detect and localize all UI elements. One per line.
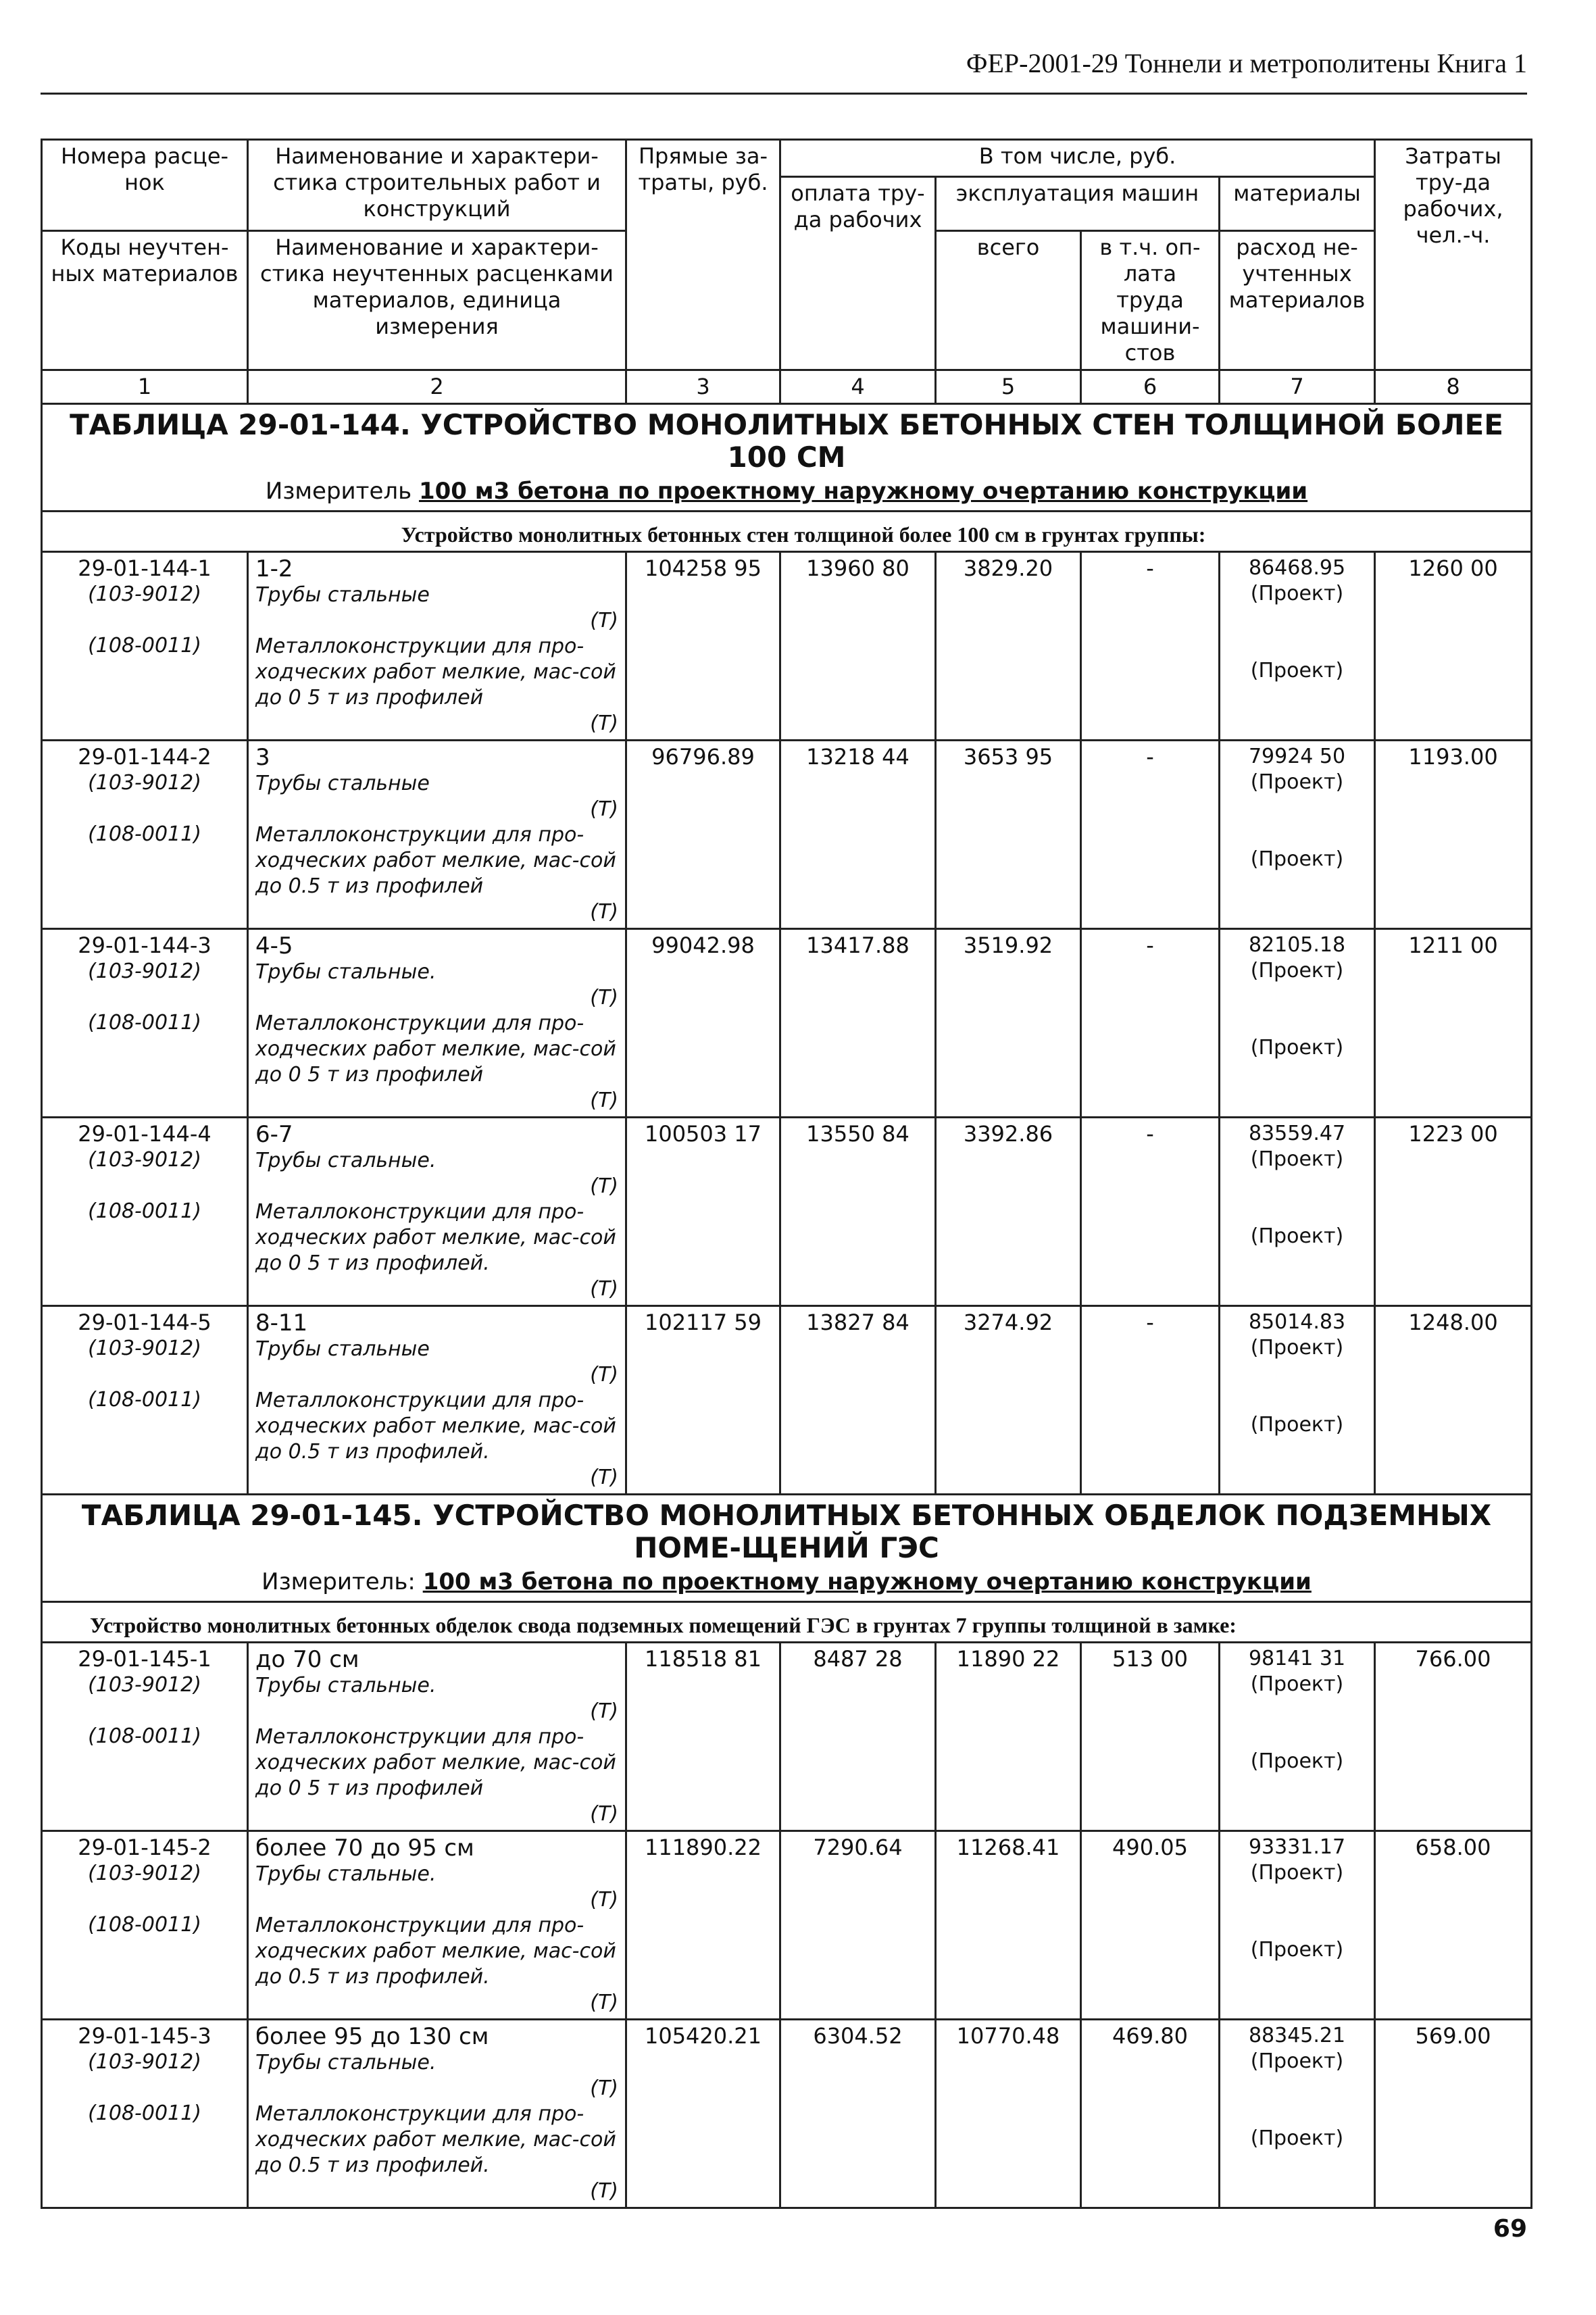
rate-code-cell xyxy=(42,1831,248,2020)
project-label: (Проект) xyxy=(1250,1861,1344,1885)
col-labor-header: Затраты тру-да рабочих, чел.-ч. xyxy=(1375,140,1532,370)
materials-value: 86468.95 xyxy=(1248,556,1346,580)
labor-pay: 6304.52 xyxy=(780,2020,936,2208)
labor-hours: 1223 00 xyxy=(1375,1118,1532,1306)
project-label: (Проект) xyxy=(1250,582,1344,605)
work-name: 1-2 xyxy=(255,555,293,582)
material-code: (103-9012) xyxy=(88,1337,201,1360)
work-description-cell xyxy=(248,1306,626,1495)
machines-total: 3653 95 xyxy=(936,741,1081,929)
material-code: (103-9012) xyxy=(88,2050,201,2074)
material-code: (103-9012) xyxy=(88,582,201,606)
col-number: 3 xyxy=(626,370,780,404)
table-row xyxy=(42,1306,1532,1495)
page-number: 69 xyxy=(1493,2215,1527,2243)
material-name: Металлоконструкции для про-ходческих работ мелкие, мас-сой до 0 5 т из профилей. xyxy=(255,1200,616,1275)
col-number: 6 xyxy=(1081,370,1220,404)
materials-cell xyxy=(1220,1831,1375,2020)
rate-code-cell xyxy=(42,929,248,1118)
machines-labor: - xyxy=(1081,552,1220,741)
machines-total: 3274.92 xyxy=(936,1306,1081,1495)
material-code: (108-0011) xyxy=(88,1913,201,1937)
work-name: до 70 см xyxy=(255,1646,359,1673)
material-name: Металлоконструкции для про-ходческих работ мелкие, мас-сой до 0 5 т из профилей xyxy=(255,634,616,710)
rate-code: 29-01-144-4 xyxy=(78,1121,211,1147)
labor-hours: 1260 00 xyxy=(1375,552,1532,741)
material-code: (108-0011) xyxy=(88,2101,201,2125)
unit-t: (Т) xyxy=(590,1888,618,1912)
project-label: (Проект) xyxy=(1250,1147,1344,1171)
measure-unit xyxy=(43,478,1530,510)
machines-total: 11890 22 xyxy=(936,1643,1081,1831)
machines-total: 3519.92 xyxy=(936,929,1081,1118)
measure-value: 100 м3 бетона по проектному наружному очертанию конструкции xyxy=(418,478,1308,505)
col-labor-pay-header: оплата тру-да рабочих xyxy=(780,177,936,370)
col-materials-header: материалы xyxy=(1220,177,1375,231)
material-code: (103-9012) xyxy=(88,1148,201,1172)
labor-pay: 7290.64 xyxy=(780,1831,936,2020)
work-description-cell xyxy=(248,741,626,929)
rate-code: 29-01-145-3 xyxy=(78,2023,211,2049)
rate-code: 29-01-144-1 xyxy=(78,555,211,581)
unit-t: (Т) xyxy=(590,1802,618,1826)
materials-value: 79924 50 xyxy=(1248,745,1346,768)
labor-pay: 8487 28 xyxy=(780,1643,936,1831)
material-name: Трубы стальные. xyxy=(255,1862,437,1886)
direct-cost: 96796.89 xyxy=(626,741,780,929)
direct-cost: 99042.98 xyxy=(626,929,780,1118)
project-label: (Проект) xyxy=(1250,2126,1344,2150)
work-description-cell xyxy=(248,1643,626,1831)
col-number: 4 xyxy=(780,370,936,404)
unit-t: (Т) xyxy=(590,900,618,924)
col-number: 8 xyxy=(1375,370,1532,404)
col-machines-total-header: всего xyxy=(936,231,1081,370)
material-name: Металлоконструкции для про-ходческих работ мелкие, мас-сой до 0 5 т из профилей xyxy=(255,1725,616,1800)
unit-t: (Т) xyxy=(590,609,618,632)
col-number: 5 xyxy=(936,370,1081,404)
machines-total: 3829.20 xyxy=(936,552,1081,741)
machines-labor: - xyxy=(1081,1306,1220,1495)
work-description-cell xyxy=(248,2020,626,2208)
measure-label: Измеритель: xyxy=(261,1568,416,1595)
work-description-cell xyxy=(248,929,626,1118)
material-name: Металлоконструкции для про-ходческих работ мелкие, мас-сой до 0 5 т из профилей xyxy=(255,1012,616,1087)
table-row xyxy=(42,929,1532,1118)
unit-t: (Т) xyxy=(590,2076,618,2100)
machines-total: 10770.48 xyxy=(936,2020,1081,2208)
labor-hours: 658.00 xyxy=(1375,1831,1532,2020)
materials-cell xyxy=(1220,1118,1375,1306)
rate-code-cell xyxy=(42,1306,248,1495)
unit-t: (Т) xyxy=(590,1466,618,1489)
project-label: (Проект) xyxy=(1250,1036,1344,1060)
direct-cost: 102117 59 xyxy=(626,1306,780,1495)
material-name: Трубы стальные xyxy=(255,583,430,607)
project-label: (Проект) xyxy=(1250,847,1344,871)
rate-code-cell xyxy=(42,1118,248,1306)
materials-value: 82105.18 xyxy=(1248,933,1346,957)
project-label: (Проект) xyxy=(1250,959,1344,982)
material-code: (103-9012) xyxy=(88,1673,201,1697)
table-title: ТАБЛИЦА 29-01-144. УСТРОЙСТВО МОНОЛИТНЫХ БЕТОННЫХ СТЕН ТОЛЩИНОЙ БОЛЕЕ 100 СМ xyxy=(70,408,1503,474)
running-header: ФЕР-2001-29 Тоннели и метрополитены Книга 1 xyxy=(966,48,1527,78)
col-machines-header: эксплуатация машин xyxy=(936,177,1220,231)
table144-body xyxy=(42,552,1532,1495)
materials-cell xyxy=(1220,741,1375,929)
unit-t: (Т) xyxy=(590,986,618,1010)
material-code: (103-9012) xyxy=(88,1862,201,1885)
material-name: Трубы стальные xyxy=(255,1337,430,1361)
unit-t: (Т) xyxy=(590,1277,618,1301)
rate-code-cell xyxy=(42,741,248,929)
unit-t: (Т) xyxy=(590,2179,618,2203)
material-code: (108-0011) xyxy=(88,1388,201,1412)
materials-cell xyxy=(1220,929,1375,1118)
unit-t: (Т) xyxy=(590,1089,618,1112)
work-name: 8-11 xyxy=(255,1310,308,1337)
material-name: Металлоконструкции для про-ходческих работ мелкие, мас-сой до 0.5 т из профилей. xyxy=(255,1914,616,1989)
material-code: (108-0011) xyxy=(88,1724,201,1748)
labor-hours: 1193.00 xyxy=(1375,741,1532,929)
unit-t: (Т) xyxy=(590,712,618,735)
price-table xyxy=(41,139,1532,2209)
material-name: Металлоконструкции для про-ходческих работ мелкие, мас-сой до 0.5 т из профилей. xyxy=(255,1389,616,1464)
labor-hours: 1248.00 xyxy=(1375,1306,1532,1495)
labor-pay: 13960 80 xyxy=(780,552,936,741)
direct-cost: 111890.22 xyxy=(626,1831,780,2020)
labor-pay: 13827 84 xyxy=(780,1306,936,1495)
rate-code-cell xyxy=(42,1643,248,1831)
material-code: (108-0011) xyxy=(88,634,201,657)
material-code: (103-9012) xyxy=(88,771,201,795)
rate-code-cell xyxy=(42,2020,248,2208)
col-direct-header: Прямые за-траты, руб. xyxy=(626,140,780,370)
material-code: (108-0011) xyxy=(88,1199,201,1223)
col-incl-header: В том числе, руб. xyxy=(780,140,1375,177)
rate-code: 29-01-144-2 xyxy=(78,744,211,770)
table145-body xyxy=(42,1643,1532,2208)
work-name: 6-7 xyxy=(255,1121,293,1148)
materials-cell xyxy=(1220,2020,1375,2208)
machines-labor: 490.05 xyxy=(1081,1831,1220,2020)
col-number: 7 xyxy=(1220,370,1375,404)
measure-value: 100 м3 бетона по проектному наружному очертанию конструкции xyxy=(422,1568,1312,1595)
work-description-cell xyxy=(248,1118,626,1306)
material-name: Трубы стальные. xyxy=(255,2051,437,2074)
table-row xyxy=(42,1831,1532,2020)
project-label: (Проект) xyxy=(1250,1749,1344,1773)
materials-value: 88345.21 xyxy=(1248,2024,1346,2047)
col-number: 1 xyxy=(42,370,248,404)
materials-value: 83559.47 xyxy=(1248,1122,1346,1145)
section-subtitle: Устройство монолитных бетонных обделок свода подземных помещений ГЭС в грунтах 7 группы толщиной в замке: xyxy=(42,1602,1532,1643)
machines-labor: 469.80 xyxy=(1081,2020,1220,2208)
measure-unit xyxy=(43,1568,1530,1601)
material-name: Трубы стальные. xyxy=(255,960,437,984)
material-name: Металлоконструкции для про-ходческих работ мелкие, мас-сой до 0.5 т из профилей. xyxy=(255,2102,616,2177)
table-row xyxy=(42,1643,1532,1831)
materials-value: 93331.17 xyxy=(1248,1835,1346,1859)
labor-hours: 569.00 xyxy=(1375,2020,1532,2208)
work-name: более 95 до 130 см xyxy=(255,2023,489,2050)
measure-label: Измеритель xyxy=(265,478,412,505)
unit-t: (Т) xyxy=(590,1174,618,1198)
direct-cost: 100503 17 xyxy=(626,1118,780,1306)
header-rule xyxy=(41,93,1527,95)
table-row xyxy=(42,741,1532,929)
machines-total: 11268.41 xyxy=(936,1831,1081,2020)
col-name-header: Наименование и характери-стика строительных работ и конструкций xyxy=(248,140,626,231)
project-label: (Проект) xyxy=(1250,1336,1344,1360)
materials-cell xyxy=(1220,1643,1375,1831)
project-label: (Проект) xyxy=(1250,770,1344,794)
work-name: 4-5 xyxy=(255,932,293,960)
work-description-cell xyxy=(248,552,626,741)
project-label: (Проект) xyxy=(1250,1672,1344,1696)
project-label: (Проект) xyxy=(1250,1224,1344,1248)
project-label: (Проект) xyxy=(1250,2049,1344,2073)
project-label: (Проект) xyxy=(1250,659,1344,682)
section-subtitle: Устройство монолитных бетонных стен толщиной более 100 см в грунтах группы: xyxy=(42,512,1532,552)
materials-cell xyxy=(1220,552,1375,741)
unit-t: (Т) xyxy=(590,1699,618,1723)
project-label: (Проект) xyxy=(1250,1938,1344,1962)
table-title: ТАБЛИЦА 29-01-145. УСТРОЙСТВО МОНОЛИТНЫХ БЕТОННЫХ ОБДЕЛОК ПОДЗЕМНЫХ ПОМЕ-ЩЕНИЙ ГЭС xyxy=(81,1499,1492,1564)
material-code: (108-0011) xyxy=(88,822,201,846)
col-machines-labor-header: в т.ч. оп-лата труда машини-стов xyxy=(1081,231,1220,370)
work-name: 3 xyxy=(255,744,270,771)
material-code: (108-0011) xyxy=(88,1011,201,1035)
rate-code: 29-01-145-1 xyxy=(78,1646,211,1672)
unit-t: (Т) xyxy=(590,1991,618,2014)
rate-code: 29-01-144-5 xyxy=(78,1310,211,1335)
material-name: Трубы стальные. xyxy=(255,1149,437,1172)
machines-total: 3392.86 xyxy=(936,1118,1081,1306)
table-row xyxy=(42,2020,1532,2208)
table-row xyxy=(42,1118,1532,1306)
labor-hours: 766.00 xyxy=(1375,1643,1532,1831)
col-unaccounted-name-header: Наименование и характери-стика неучтенных расценками материалов, единица измерения xyxy=(248,231,626,370)
unit-t: (Т) xyxy=(590,797,618,821)
machines-labor: - xyxy=(1081,741,1220,929)
material-name: Металлоконструкции для про-ходческих работ мелкие, мас-сой до 0.5 т из профилей xyxy=(255,823,616,898)
materials-value: 85014.83 xyxy=(1248,1310,1346,1334)
col-number: 2 xyxy=(248,370,626,404)
direct-cost: 105420.21 xyxy=(626,2020,780,2208)
work-description-cell xyxy=(248,1831,626,2020)
labor-pay: 13218 44 xyxy=(780,741,936,929)
col-code-header: Номера расце-нок xyxy=(42,140,248,231)
machines-labor: - xyxy=(1081,1118,1220,1306)
table-row xyxy=(42,552,1532,741)
labor-pay: 13550 84 xyxy=(780,1118,936,1306)
col-materials-unaccounted-header: расход не-учтенных материалов xyxy=(1220,231,1375,370)
material-name: Трубы стальные. xyxy=(255,1674,437,1697)
direct-cost: 104258 95 xyxy=(626,552,780,741)
unit-t: (Т) xyxy=(590,1363,618,1387)
labor-pay: 13417.88 xyxy=(780,929,936,1118)
labor-hours: 1211 00 xyxy=(1375,929,1532,1118)
machines-labor: 513 00 xyxy=(1081,1643,1220,1831)
rate-code: 29-01-144-3 xyxy=(78,932,211,958)
direct-cost: 118518 81 xyxy=(626,1643,780,1831)
work-name: более 70 до 95 см xyxy=(255,1835,474,1862)
material-name: Трубы стальные xyxy=(255,772,430,795)
rate-code-cell xyxy=(42,552,248,741)
materials-cell xyxy=(1220,1306,1375,1495)
machines-labor: - xyxy=(1081,929,1220,1118)
rate-code: 29-01-145-2 xyxy=(78,1835,211,1860)
material-code: (103-9012) xyxy=(88,960,201,983)
materials-value: 98141 31 xyxy=(1248,1647,1346,1670)
col-unaccounted-code-header: Коды неучтен-ных материалов xyxy=(42,231,248,370)
project-label: (Проект) xyxy=(1250,1413,1344,1437)
